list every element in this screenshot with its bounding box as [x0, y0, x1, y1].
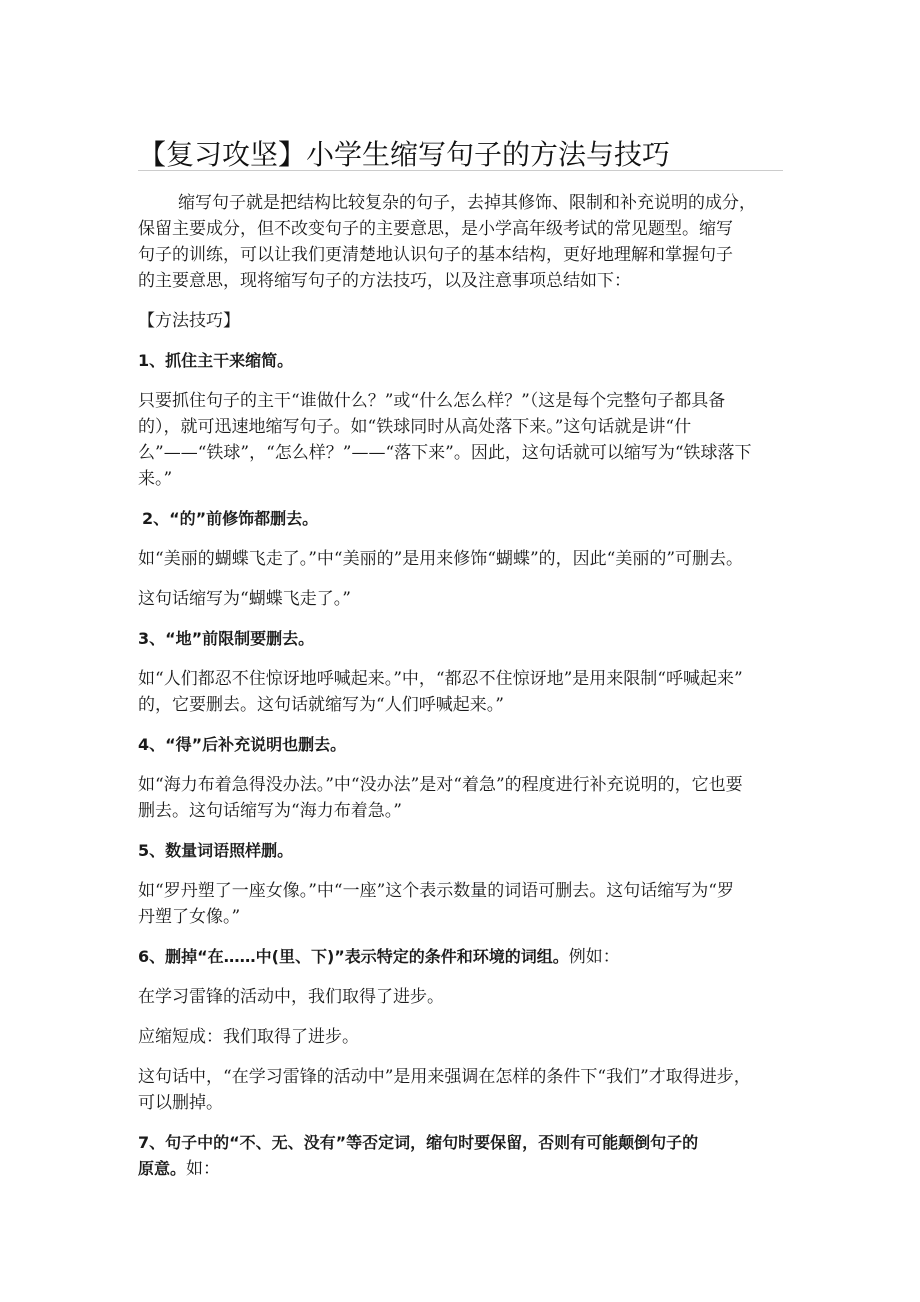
paragraph-line: 的，它要删去。这句话就缩写为“人们呼喊起来。” — [138, 695, 504, 715]
intro-line: 缩写句子就是把结构比较复杂的句子，去掉其修饰、限制和补充说明的成分， — [178, 193, 756, 213]
paragraph-line: 在学习雷锋的活动中，我们取得了进步。 — [138, 987, 444, 1007]
paragraph-line: 么”——“铁球”，“怎么样？”——“落下来”。因此，这句话就可以缩写为“铁球落下 — [138, 443, 752, 463]
paragraph-line: 来。” — [138, 469, 173, 489]
paragraph-line: 如“罗丹塑了一座女像。”中“一座”这个表示数量的词语可删去。这句话缩写为“罗 — [138, 881, 734, 901]
paragraph-line: 如“海力布着急得没办法。”中“没办法”是对“着急”的程度进行补充说明的，它也要 — [138, 775, 743, 795]
intro-paragraph — [138, 190, 783, 294]
item-paragraph — [138, 878, 783, 930]
paragraph-line: 这句话中，“在学习雷锋的活动中”是用来强调在怎样的条件下“我们”才取得进步， — [138, 1067, 751, 1087]
item-heading-5: 5、数量词语照样删。 — [138, 841, 294, 860]
item-heading-6 — [138, 944, 783, 970]
paragraph-line: 这句话缩写为“蝴蝶飞走了。” — [138, 589, 351, 609]
item-heading-7 — [138, 1130, 783, 1182]
intro-line: 句子的训练，可以让我们更清楚地认识句子的基本结构，更好地理解和掌握句子 — [138, 245, 733, 265]
paragraph-line: 只要抓住句子的主干“谁做什么？”或“什么怎么样？”（这是每个完整句子都具备 — [138, 391, 726, 411]
paragraph-line: 的），就可迅速地缩写句子。如“铁球同时从高处落下来。”这句话就是讲“什 — [138, 417, 692, 437]
item-heading-7-line-2 — [138, 1156, 783, 1182]
item-paragraph — [138, 1024, 783, 1050]
item-paragraph — [138, 772, 783, 824]
item-paragraph — [138, 388, 783, 492]
item-heading-7-tail: 如： — [186, 1159, 221, 1179]
intro-line: 保留主要成分，但不改变句子的主要意思，是小学高年级考试的常见题型。缩写 — [138, 219, 733, 239]
item-heading-2: 2、“的”前修饰都删去。 — [142, 509, 319, 528]
page-title: 【复习攻坚】小学生缩写句子的方法与技巧 — [138, 137, 671, 171]
item-heading-6-tail: 例如： — [568, 947, 620, 967]
item-paragraph — [138, 666, 783, 718]
item-heading-3: 3、“地”前限制要删去。 — [138, 629, 315, 648]
item-paragraph — [138, 586, 783, 612]
paragraph-line: 应缩短成：我们取得了进步。 — [138, 1027, 359, 1047]
paragraph-line: 如“美丽的蝴蝶飞走了。”中“美丽的”是用来修饰“蝴蝶”的，因此“美丽的”可删去。 — [138, 549, 744, 569]
item-paragraph — [138, 984, 783, 1010]
paragraph-line: 丹塑了女像。” — [138, 907, 241, 927]
title-divider — [138, 170, 783, 171]
item-heading-7-line: 原意。 — [138, 1159, 187, 1178]
section-label-text: 【方法技巧】 — [138, 311, 240, 331]
item-paragraph — [138, 1064, 783, 1116]
article-body — [138, 190, 783, 1196]
intro-line: 的主要意思，现将缩写句子的方法技巧，以及注意事项总结如下： — [138, 271, 631, 291]
item-heading-1: 1、抓住主干来缩简。 — [138, 351, 294, 370]
item-paragraph — [138, 546, 783, 572]
section-label — [138, 308, 783, 334]
paragraph-line: 如“人们都忍不住惊讶地呼喊起来。”中，“都忍不住惊讶地”是用来限制“呼喊起来” — [138, 669, 743, 689]
paragraph-line: 删去。这句话缩写为“海力布着急。” — [138, 801, 402, 821]
item-heading-4: 4、“得”后补充说明也删去。 — [138, 735, 347, 754]
paragraph-line: 可以删掉。 — [138, 1093, 223, 1113]
item-heading-7-line: 7、句子中的“不、无、没有”等否定词，缩句时要保留，否则有可能颠倒句子的 — [138, 1133, 699, 1152]
item-heading-6-text: 6、删掉“在……中(里、下)”表示特定的条件和环境的词组。 — [138, 947, 569, 966]
